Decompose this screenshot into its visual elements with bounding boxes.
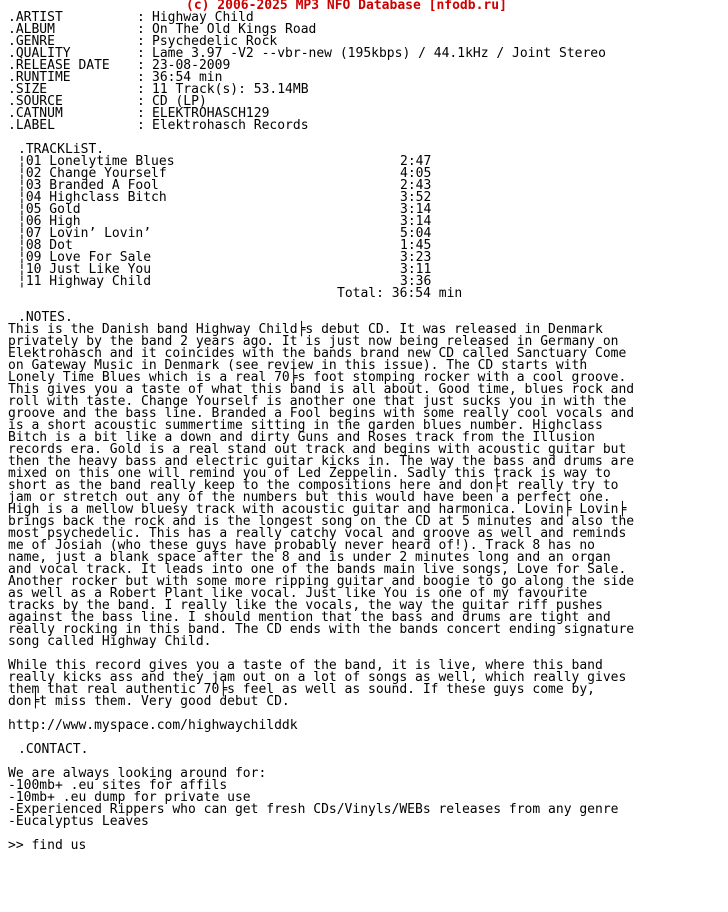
track-time: 1:45 <box>400 238 432 253</box>
track-entry: ¦09 Love For Sale <box>18 250 152 265</box>
myspace-link[interactable]: http://www.myspace.com/highwaychilddk <box>8 718 298 733</box>
info-value: 23-08-2009 <box>152 58 231 73</box>
track-entry: ¦06 High <box>18 214 81 229</box>
track-time: 3:11 <box>400 262 432 277</box>
notes-line: and vocal track. It leads into one of the bands main live songs, Love for Sale. <box>8 562 627 577</box>
notes-title: .NOTES. <box>18 310 73 325</box>
track-entry: ¦03 Branded A Fool <box>18 178 159 193</box>
contact-line: We are always looking around for: <box>8 766 267 781</box>
track-time: 3:23 <box>400 250 432 265</box>
contact-line: -Experienced Rippers who can get fresh CDs/Vinyls/WEBs releases from any genre <box>8 802 619 817</box>
info-label: .LABEL <box>8 118 55 133</box>
notes-line: song called Highway Child. <box>8 634 212 649</box>
notes-line: really rocking in this band. The CD ends with the bands concert ending signature <box>8 622 635 637</box>
track-time: 3:14 <box>400 202 432 217</box>
notes-line: privately by the band 2 years ago. It is just now being released in Germany on <box>8 334 619 349</box>
notes-line: really kicks ass and they jam out on a lot of songs as well, which really gives <box>8 670 627 685</box>
info-separator: : <box>137 22 145 37</box>
track-entry: ¦02 Change Yourself <box>18 166 167 181</box>
notes-line: against the bass line. I should mention that the bass and drums are tight and <box>8 610 611 625</box>
track-entry: ¦05 Gold <box>18 202 81 217</box>
notes-line: is a short acoustic summertime sitting in the garden blues number. Highclass <box>8 418 603 433</box>
info-label: .RUNTIME <box>8 70 71 85</box>
info-separator: : <box>137 34 145 49</box>
notes-line: brings back the rock and is the longest song on the CD at 5 minutes and also the <box>8 514 635 529</box>
notes-line: then the heavy bass and electric guitar kicks in. The way the bass and drums are <box>8 454 635 469</box>
notes-line: Lonely Time Blues which is a real 70╞s foot stomping rocker with a cool groove. <box>8 370 627 385</box>
info-separator: : <box>137 94 145 109</box>
track-entry: ¦10 Just Like You <box>18 262 152 277</box>
track-time: 3:36 <box>400 274 432 289</box>
info-separator: : <box>137 58 145 73</box>
info-label: .QUALITY <box>8 46 71 61</box>
track-time: 4:05 <box>400 166 432 181</box>
track-entry: ¦08 Dot <box>18 238 73 253</box>
notes-line: them that real authentic 70╞s feel as well as sound. If these guys come by, <box>8 682 595 697</box>
info-label: .SOURCE <box>8 94 63 109</box>
notes-line: jam or stretch out any of the numbers but this would have been a perfect one. <box>8 490 611 505</box>
info-separator: : <box>137 46 145 61</box>
track-time: 3:14 <box>400 214 432 229</box>
contact-line: -100mb+ .eu sites for affils <box>8 778 228 793</box>
contact-title: .CONTACT. <box>18 742 89 757</box>
notes-line: Another rocker but with some more ripping guitar and boogie to go along the side <box>8 574 635 589</box>
info-separator: : <box>137 70 145 85</box>
info-separator: : <box>137 118 145 133</box>
info-label: .GENRE <box>8 34 55 49</box>
info-value: Lame 3.97 -V2 --vbr-new (195kbps) / 44.1kHz / Joint Stereo <box>152 46 606 61</box>
track-time: 3:52 <box>400 190 432 205</box>
notes-line: High is a mellow bluesy track with acoustic guitar and harmonica. Lovin╞ Lovin╞ <box>8 502 627 517</box>
info-value: On The Old Kings Road <box>152 22 317 37</box>
info-label: .ARTIST <box>8 10 63 25</box>
info-label: .CATNUM <box>8 106 63 121</box>
info-value: CD (LP) <box>152 94 207 109</box>
track-entry: ¦01 Lonelytime Blues <box>18 154 175 169</box>
notes-line: Elektrohasch and it coincides with the bands brand new CD called Sanctuary Come <box>8 346 627 361</box>
page-header: (c) 2006-2025 MP3 NFO Database [nfodb.ru] <box>186 0 507 13</box>
info-value: 11 Track(s): 53.14MB <box>152 82 309 97</box>
notes-line: me of Josiah (who these guys have probably never heard of!). Track 8 has no <box>8 538 595 553</box>
track-entry: ¦07 Lovin’ Lovin’ <box>18 226 152 241</box>
track-entry: ¦11 Highway Child <box>18 274 152 289</box>
info-value: ELEKTROHASCH129 <box>152 106 270 121</box>
track-entry: ¦04 Highclass Bitch <box>18 190 167 205</box>
track-time: 5:04 <box>400 226 432 241</box>
notes-line: While this record gives you a taste of the band, it is live, where this band <box>8 658 603 673</box>
info-separator: : <box>137 82 145 97</box>
info-value: 36:54 min <box>152 70 223 85</box>
info-label: .RELEASE DATE <box>8 58 110 73</box>
find-us-footer: >> find us <box>8 838 87 853</box>
notes-line: as well as a Robert Plant like vocal. Just like You is one of my favourite <box>8 586 588 601</box>
track-time: 2:47 <box>400 154 432 169</box>
tracklist-title: .TRACKLiST. <box>18 142 105 157</box>
info-label: .SIZE <box>8 82 48 97</box>
notes-line: roll with taste. Change Yourself is another one that just sucks you in with the <box>8 394 627 409</box>
notes-line: Bitch is a bit like a down and dirty Guns and Roses track from the Illusion <box>8 430 595 445</box>
contact-line: -Eucalyptus Leaves <box>8 814 149 829</box>
info-separator: : <box>137 10 145 25</box>
notes-line: mixed on this one will remind you of Led Zeppelin. Sadly this track is way to <box>8 466 611 481</box>
notes-line: short as the band really keep to the compositions here and don╞t really try to <box>8 478 619 493</box>
notes-line: name, just a blank space after the 8 and is under 2 minutes long and an organ <box>8 550 611 565</box>
notes-line: This gives you a taste of what this band is all about. Good time, blues rock and <box>8 382 635 397</box>
tracklist-total: Total: 36:54 min <box>337 286 463 301</box>
track-time: 2:43 <box>400 178 432 193</box>
contact-line: -10mb+ .eu dump for private use <box>8 790 251 805</box>
info-value: Highway Child <box>152 10 254 25</box>
notes-line: tracks by the band. I really like the vocals, the way the guitar riff pushes <box>8 598 603 613</box>
notes-line: groove and the bass line. Branded a Fool begins with some really cool vocals and <box>8 406 635 421</box>
notes-line: This is the Danish band Highway Child╞s debut CD. It was released in Denmark <box>8 322 603 337</box>
notes-line: on Gateway Music in Denmark (see review in this issue). The CD starts with <box>8 358 588 373</box>
info-value: Psychedelic Rock <box>152 34 278 49</box>
info-value: Elektrohasch Records <box>152 118 309 133</box>
notes-line: records era. Gold is a real stand out track and begins with acoustic guitar but <box>8 442 627 457</box>
info-label: .ALBUM <box>8 22 55 37</box>
info-separator: : <box>137 106 145 121</box>
notes-line: most psychedelic. This has a really catchy vocal and groove as well and reminds <box>8 526 627 541</box>
notes-line: don╞t miss them. Very good debut CD. <box>8 694 290 709</box>
